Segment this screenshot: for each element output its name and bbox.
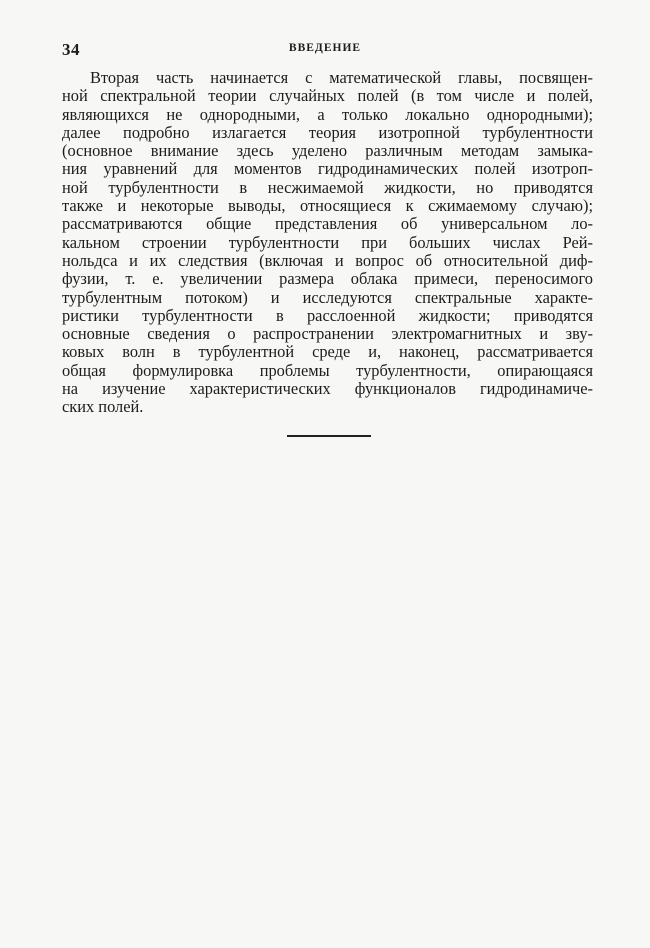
- text-line-15: основные сведения о распространении электромагнитных и зву-: [62, 324, 593, 344]
- body-paragraph: [62, 69, 593, 417]
- text-line-3: являющихся не однородными, а только локально однородными);: [62, 104, 593, 124]
- text-line-7: ной турбулентности в несжимаемой жидкости, но приводятся: [62, 177, 593, 197]
- text-line-12: фузии, т. е. увеличении размера облака примеси, переносимого: [62, 269, 593, 289]
- text-line-13: турбулентным потоком) и исследуются спектральные характе-: [62, 287, 593, 307]
- text-line-2: ной спектральной теории случайных полей (в том числе и полей,: [62, 86, 593, 106]
- text-line-19: ских полей.: [62, 397, 144, 417]
- page-number: 34: [62, 40, 80, 59]
- text-line-6: ния уравнений для моментов гидродинамических полей изотроп-: [62, 159, 593, 179]
- section-end-rule: [287, 435, 371, 437]
- text-line-17: общая формулировка проблемы турбулентности, опирающаяся: [62, 360, 593, 380]
- text-line-11: нольдса и их следствия (включая и вопрос об относительной диф-: [62, 250, 593, 270]
- text-line-5: (основное внимание здесь уделено различным методам замыка-: [62, 141, 593, 161]
- text-line-8: также и некоторые выводы, относящиеся к сжимаемому случаю);: [62, 196, 593, 216]
- text-line-4: далее подробно излагается теория изотропной турбулентности: [62, 122, 593, 142]
- running-title: ВВЕДЕНИЕ: [288, 42, 362, 54]
- text-line-10: кальном строении турбулентности при больших числах Рей-: [62, 232, 593, 252]
- text-line-1: Вторая часть начинается с математической главы, посвящен-: [90, 68, 593, 87]
- text-line-14: ристики турбулентности в расслоенной жидкости; приводятся: [62, 305, 593, 325]
- text-line-18: на изучение характеристических функционалов гидродинамиче-: [62, 379, 593, 399]
- text-line-9: рассматриваются общие представления об универсальном ло-: [62, 214, 593, 234]
- text-line-16: ковых волн в турбулентной среде и, наконец, рассматривается: [62, 342, 593, 362]
